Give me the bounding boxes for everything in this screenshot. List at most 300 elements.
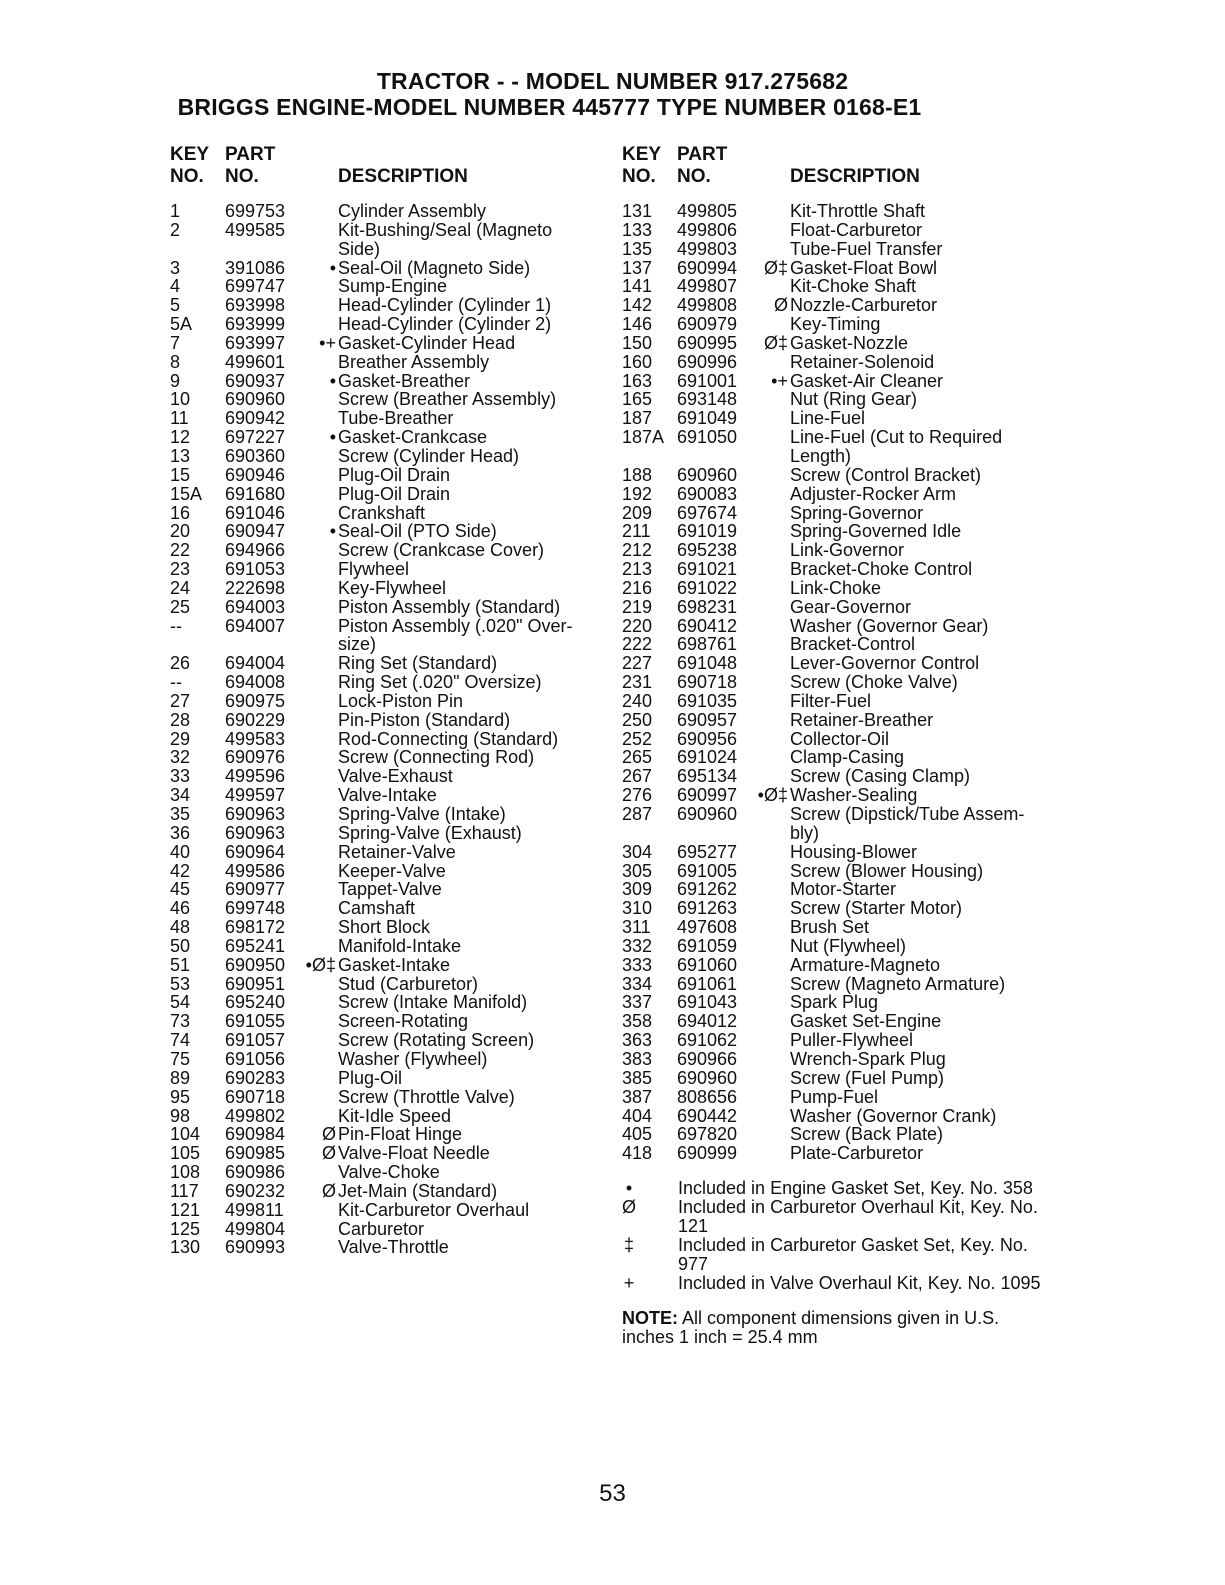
table-row <box>170 560 600 579</box>
table-row <box>170 880 600 899</box>
kit-symbol: Ø <box>773 295 788 316</box>
kit-symbol: Ø <box>321 1124 336 1145</box>
note-text: All component dimensions given in U.S. inches 1 inch = 25.4 mm <box>622 1308 1000 1348</box>
description: Nozzle-Carburetor <box>790 295 938 316</box>
table-row <box>622 937 1062 956</box>
description: Flywheel <box>338 559 410 580</box>
key-no: 333 <box>622 954 653 975</box>
description: Key-Flywheel <box>338 577 447 598</box>
table-row <box>622 805 1062 824</box>
part-no: 690994 <box>677 257 738 278</box>
table-row <box>622 843 1062 862</box>
description: Valve-Choke <box>338 1162 440 1183</box>
description: Sump-Engine <box>338 276 448 297</box>
part-no: 499804 <box>225 1218 286 1239</box>
table-row <box>170 409 600 428</box>
description: Keeper-Valve <box>338 860 446 881</box>
description: Seal-Oil (PTO Side) <box>338 521 497 542</box>
part-no: 690993 <box>225 1237 286 1258</box>
description: Screw (Starter Motor) <box>790 898 963 919</box>
key-no: 404 <box>622 1105 653 1126</box>
part-no: 691049 <box>677 408 738 429</box>
part-no: 691057 <box>225 1030 286 1051</box>
part-no: 690963 <box>225 804 286 824</box>
table-row <box>622 372 1062 391</box>
parts-rows-left <box>170 202 600 1257</box>
table-row <box>170 1107 600 1126</box>
key-no: 276 <box>622 785 653 806</box>
part-no: 699748 <box>225 898 286 919</box>
description: Spring-Valve (Intake) <box>338 804 506 824</box>
part-no: 691262 <box>677 879 738 900</box>
key-no: 141 <box>622 276 653 297</box>
part-no: 691043 <box>677 992 738 1013</box>
part-no: 695277 <box>677 841 738 862</box>
part-no: 691061 <box>677 973 738 994</box>
table-row <box>622 1069 1062 1088</box>
key-no: 418 <box>622 1143 653 1164</box>
description: Gear-Governor <box>790 596 912 617</box>
part-no: 499586 <box>225 860 286 881</box>
description: Nut (Flywheel) <box>790 935 907 956</box>
description: Wrench-Spark Plug <box>790 1048 946 1069</box>
part-no: 694004 <box>225 653 286 674</box>
part-no: 691021 <box>677 559 738 580</box>
key-no: 227 <box>622 653 653 674</box>
table-row <box>622 956 1062 975</box>
part-no: 698172 <box>225 917 286 938</box>
key-no: 188 <box>622 464 653 485</box>
key-no: 363 <box>622 1030 653 1051</box>
table-row <box>622 390 1062 409</box>
table-row <box>622 918 1062 937</box>
table-row <box>622 334 1062 353</box>
description: Screw (Magneto Armature) <box>790 973 1006 994</box>
kit-symbol: Ø <box>321 1143 336 1164</box>
table-row <box>622 730 1062 749</box>
key-no: 231 <box>622 672 653 693</box>
part-no: 499803 <box>677 238 738 259</box>
description: Gasket-Float Bowl <box>790 257 938 278</box>
table-row <box>170 334 600 353</box>
description: Plug-Oil Drain <box>338 464 451 485</box>
part-no: 691046 <box>225 502 286 523</box>
table-row <box>622 485 1062 504</box>
part-no: 499596 <box>225 766 286 787</box>
table-row <box>622 1012 1062 1031</box>
description: Valve-Throttle <box>338 1237 449 1258</box>
key-no: 8 <box>170 351 181 372</box>
part-no: 499583 <box>225 728 286 749</box>
description: Valve-Intake <box>338 785 437 806</box>
description: Washer (Flywheel) <box>338 1048 488 1069</box>
table-row <box>170 805 600 824</box>
key-no: 22 <box>170 540 191 561</box>
part-no: 222698 <box>225 577 286 598</box>
legend-text: Included in Engine Gasket Set, Key. No. 358 <box>678 1178 1033 1199</box>
legend-symbol: Ø <box>622 1197 637 1218</box>
header-description: DESCRIPTION <box>338 166 468 187</box>
key-no: 125 <box>170 1218 201 1239</box>
parts-column-right <box>622 144 1062 1347</box>
key-no: 287 <box>622 804 653 824</box>
key-no: 5 <box>170 295 181 316</box>
table-row <box>170 1238 600 1257</box>
key-no: -- <box>170 672 182 693</box>
key-no: 332 <box>622 935 653 956</box>
table-row <box>170 937 600 956</box>
table-row <box>622 711 1062 730</box>
part-no: 690360 <box>225 445 286 466</box>
table-row <box>170 428 600 447</box>
table-row <box>170 824 600 843</box>
description: Gasket-Crankcase <box>338 427 488 448</box>
part-no: 690999 <box>677 1143 738 1164</box>
table-row <box>170 617 600 636</box>
part-no: 499811 <box>225 1199 284 1220</box>
key-no: 121 <box>170 1199 201 1220</box>
key-no: 108 <box>170 1162 201 1183</box>
part-no: 691056 <box>225 1048 286 1069</box>
part-no: 695238 <box>677 540 738 561</box>
key-no: 142 <box>622 295 653 316</box>
key-no: 1 <box>170 201 181 221</box>
description: Length) <box>790 445 852 466</box>
part-no: 697674 <box>677 502 738 523</box>
description: Link-Choke <box>790 577 882 598</box>
part-no: 691001 <box>677 370 738 391</box>
part-no: 690950 <box>225 954 286 975</box>
part-no: 690956 <box>677 728 738 749</box>
description: Gasket-Air Cleaner <box>790 370 944 391</box>
description: Jet-Main (Standard) <box>338 1180 498 1201</box>
key-no: 220 <box>622 615 653 636</box>
description: Rod-Connecting (Standard) <box>338 728 559 749</box>
part-no: 690957 <box>677 709 738 730</box>
key-no: 23 <box>170 559 191 580</box>
key-no: 222 <box>622 634 653 655</box>
legend-text: Included in Carburetor Gasket Set, Key. No. 977 <box>678 1235 1028 1275</box>
description: Pin-Float Hinge <box>338 1124 463 1145</box>
description: Gasket-Breather <box>338 370 471 391</box>
key-no: 15A <box>170 483 203 504</box>
part-no: 691263 <box>677 898 738 919</box>
key-no: 11 <box>170 408 189 429</box>
description: Plug-Oil Drain <box>338 483 451 504</box>
table-row <box>622 428 1062 447</box>
key-no: 73 <box>170 1011 191 1032</box>
part-no: 690975 <box>225 690 286 711</box>
description: Link-Governor <box>790 540 905 561</box>
header-key-no: KEY NO. <box>170 144 210 187</box>
key-no: 95 <box>170 1086 191 1107</box>
key-no: 117 <box>170 1180 199 1201</box>
description: Screw (Fuel Pump) <box>790 1067 945 1088</box>
key-no: 165 <box>622 389 653 410</box>
column-header <box>170 144 600 194</box>
part-no: 694007 <box>225 615 286 636</box>
legend-item <box>622 1179 1062 1198</box>
legend-symbol: ‡ <box>623 1235 634 1256</box>
description: Pin-Piston (Standard) <box>338 709 511 730</box>
table-row <box>622 598 1062 617</box>
key-no: 25 <box>170 596 191 617</box>
key-no: 146 <box>622 314 653 335</box>
description: Washer (Governor Gear) <box>790 615 989 636</box>
description: Screw (Connecting Rod) <box>338 747 535 768</box>
description: Seal-Oil (Magneto Side) <box>338 257 531 278</box>
part-no: 695241 <box>225 935 286 956</box>
key-no: 34 <box>170 785 191 806</box>
legend-item <box>622 1274 1062 1293</box>
key-no: 192 <box>622 483 653 504</box>
key-no: 150 <box>622 332 653 353</box>
part-no: 693999 <box>225 314 286 335</box>
table-row <box>622 880 1062 899</box>
description: Clamp-Casing <box>790 747 905 768</box>
description: Breather Assembly <box>338 351 490 372</box>
description: Screw (Throttle Valve) <box>338 1086 515 1107</box>
key-no: 10 <box>170 389 191 410</box>
key-no: 46 <box>170 898 191 919</box>
table-row <box>622 541 1062 560</box>
key-no: 135 <box>622 238 653 259</box>
part-no: 690960 <box>677 464 738 485</box>
table-row <box>170 1144 600 1163</box>
key-no: 24 <box>170 577 191 598</box>
table-row <box>170 767 600 786</box>
description: Screw (Intake Manifold) <box>338 992 528 1013</box>
key-no: 48 <box>170 917 191 938</box>
page-title: TRACTOR - - MODEL NUMBER 917.275682 <box>376 68 849 94</box>
key-no: 98 <box>170 1105 191 1126</box>
part-no: 690947 <box>225 521 286 542</box>
part-no: 690960 <box>225 389 286 410</box>
description: Carburetor <box>338 1218 425 1239</box>
key-no: 304 <box>622 841 653 862</box>
key-no: 137 <box>622 257 653 278</box>
part-no: 694008 <box>225 672 286 693</box>
kit-symbol: •Ø‡ <box>757 785 788 806</box>
table-row <box>170 654 600 673</box>
key-no: 358 <box>622 1011 653 1032</box>
description: Tube-Breather <box>338 408 454 429</box>
table-row <box>622 617 1062 636</box>
description: Ring Set (.020" Oversize) <box>338 672 542 693</box>
description: Screw (Casing Clamp) <box>790 766 971 787</box>
description: Side) <box>338 238 381 259</box>
table-row <box>170 598 600 617</box>
key-no: 75 <box>170 1048 191 1069</box>
part-no: 691024 <box>677 747 738 768</box>
description: Short Block <box>338 917 431 938</box>
column-header <box>622 144 1062 194</box>
key-no: 51 <box>170 954 191 975</box>
part-no: 690986 <box>225 1162 286 1183</box>
table-row <box>170 843 600 862</box>
key-no: 53 <box>170 973 191 994</box>
table-row <box>170 259 600 278</box>
part-no: 690718 <box>225 1086 286 1107</box>
header-key-no: KEY NO. <box>622 144 662 187</box>
table-row <box>170 975 600 994</box>
key-no: 3 <box>170 257 181 278</box>
key-no: 15 <box>170 464 191 485</box>
part-no: 690979 <box>677 314 738 335</box>
key-no: 252 <box>622 728 653 749</box>
table-row <box>170 730 600 749</box>
table-row <box>622 259 1062 278</box>
description: Screw (Blower Housing) <box>790 860 984 881</box>
description: Spark Plug <box>790 992 879 1013</box>
table-row <box>170 390 600 409</box>
key-no: 405 <box>622 1124 653 1145</box>
part-no: 691053 <box>225 559 286 580</box>
description: Stud (Carburetor) <box>338 973 479 994</box>
description: Collector-Oil <box>790 728 890 749</box>
table-row <box>622 504 1062 523</box>
description: Retainer-Solenoid <box>790 351 935 372</box>
part-no: 690232 <box>225 1180 286 1201</box>
page-number: 53 <box>599 1480 626 1507</box>
description: Spring-Valve (Exhaust) <box>338 822 522 843</box>
part-no: 697820 <box>677 1124 738 1145</box>
key-no: 250 <box>622 709 653 730</box>
description: Valve-Float Needle <box>338 1143 490 1164</box>
key-no: 9 <box>170 370 181 391</box>
description: Brush Set <box>790 917 870 938</box>
table-row <box>170 1182 600 1201</box>
table-row <box>622 202 1062 221</box>
legend-item <box>622 1236 1062 1274</box>
table-row <box>622 1144 1062 1163</box>
description: bly) <box>790 822 820 843</box>
table-row <box>170 466 600 485</box>
header-part-no: PART NO. <box>677 144 728 187</box>
key-no: 2 <box>170 219 181 240</box>
table-row <box>622 296 1062 315</box>
table-row <box>622 975 1062 994</box>
table-row <box>170 447 600 466</box>
description: Screw (Breather Assembly) <box>338 389 557 410</box>
description: Manifold-Intake <box>338 935 462 956</box>
part-no: 690966 <box>677 1048 738 1069</box>
part-no: 690937 <box>225 370 286 391</box>
description: Retainer-Valve <box>338 841 456 862</box>
table-row <box>622 1050 1062 1069</box>
part-no: 499805 <box>677 201 738 221</box>
table-row <box>170 1201 600 1220</box>
kit-symbol: Ø‡ <box>763 332 788 353</box>
description: Screw (Back Plate) <box>790 1124 944 1145</box>
header-description: DESCRIPTION <box>790 166 920 187</box>
symbol-legend <box>622 1179 1062 1293</box>
table-row <box>170 485 600 504</box>
description: Kit-Choke Shaft <box>790 276 917 297</box>
description: Screen-Rotating <box>338 1011 469 1032</box>
part-no: 690083 <box>677 483 738 504</box>
part-no: 694966 <box>225 540 286 561</box>
description: Line-Fuel <box>790 408 866 429</box>
part-no: 690960 <box>677 804 738 824</box>
table-row <box>170 221 600 240</box>
table-row <box>170 899 600 918</box>
description: Key-Timing <box>790 314 881 335</box>
part-no: 691680 <box>225 483 286 504</box>
description: Nut (Ring Gear) <box>790 389 918 410</box>
part-no: 691035 <box>677 690 738 711</box>
description: Gasket-Cylinder Head <box>338 332 516 353</box>
part-no: 690995 <box>677 332 738 353</box>
description: Tappet-Valve <box>338 879 442 900</box>
part-no: 697227 <box>225 427 286 448</box>
description: Camshaft <box>338 898 416 919</box>
part-no: 691048 <box>677 653 738 674</box>
parts-rows-right <box>622 202 1062 1163</box>
key-no: 54 <box>170 992 191 1013</box>
description: Plug-Oil <box>338 1067 403 1088</box>
part-no: 808656 <box>677 1086 738 1107</box>
key-no: 5A <box>170 314 193 335</box>
part-no: 695134 <box>677 766 738 787</box>
key-no: 213 <box>622 559 653 580</box>
legend-item <box>622 1198 1062 1236</box>
table-row <box>622 673 1062 692</box>
description: size) <box>338 634 377 655</box>
kit-symbol: •+ <box>319 332 336 353</box>
legend-text: Included in Carburetor Overhaul Kit, Key. No. 121 <box>678 1197 1038 1237</box>
table-row <box>170 353 600 372</box>
description: Kit-Throttle Shaft <box>790 201 926 221</box>
key-no: 265 <box>622 747 653 768</box>
part-no: 695240 <box>225 992 286 1013</box>
part-no: 499601 <box>225 351 286 372</box>
table-row <box>170 786 600 805</box>
part-no: 690996 <box>677 351 738 372</box>
description: Kit-Bushing/Seal (Magneto <box>338 219 553 240</box>
table-row <box>170 1088 600 1107</box>
part-no: 694012 <box>677 1011 738 1032</box>
kit-symbol: • <box>329 521 336 542</box>
table-row <box>170 522 600 541</box>
part-no: 699747 <box>225 276 286 297</box>
part-no: 690951 <box>225 973 286 994</box>
table-row <box>170 277 600 296</box>
legend-symbol: + <box>623 1273 635 1294</box>
table-row <box>170 748 600 767</box>
note-label: NOTE: <box>622 1308 678 1329</box>
description: Line-Fuel (Cut to Required <box>790 427 1003 448</box>
key-no: 160 <box>622 351 653 372</box>
part-no: 499597 <box>225 785 286 806</box>
table-row <box>170 993 600 1012</box>
table-row <box>622 654 1062 673</box>
description: Lock-Piston Pin <box>338 690 464 711</box>
table-row <box>170 635 600 654</box>
key-no: 385 <box>622 1067 653 1088</box>
part-no: 690985 <box>225 1143 286 1164</box>
table-row <box>622 862 1062 881</box>
key-no: 32 <box>170 747 191 768</box>
key-no: 209 <box>622 502 653 523</box>
key-no: 50 <box>170 935 191 956</box>
table-row <box>622 409 1062 428</box>
table-row <box>622 560 1062 579</box>
part-no: 691019 <box>677 521 738 542</box>
part-no: 690229 <box>225 709 286 730</box>
part-no: 690960 <box>677 1067 738 1088</box>
part-no: 690997 <box>677 785 738 806</box>
